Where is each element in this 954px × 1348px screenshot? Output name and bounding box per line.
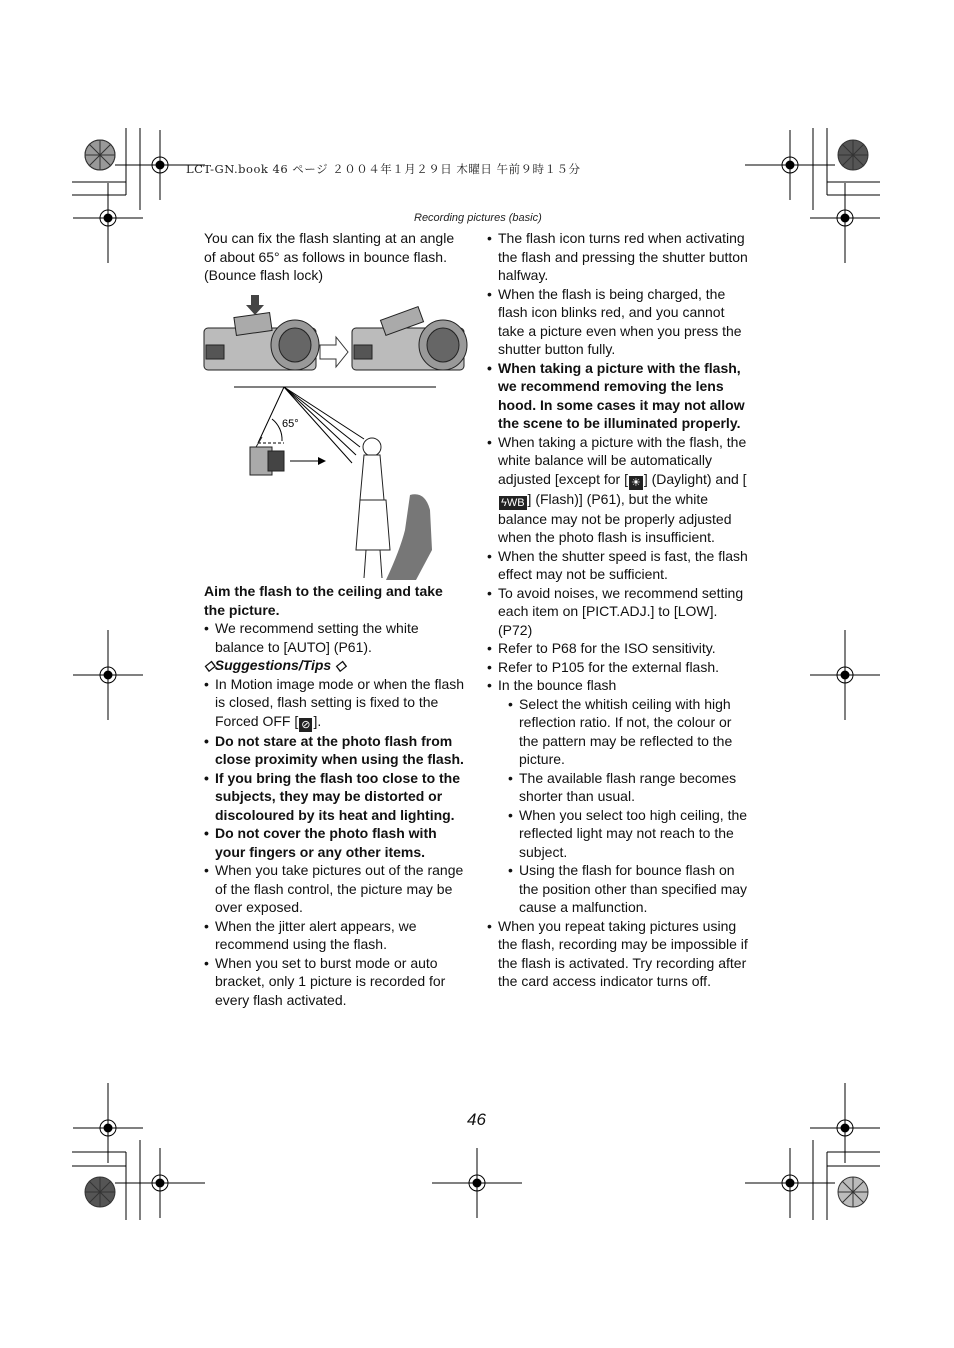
right-bullet-4 xyxy=(487,433,749,547)
diamond-icon: ◇ xyxy=(204,657,215,673)
tip-5: • When you take pictures out of the range of the flash control, the picture may be over exposed. xyxy=(204,861,466,917)
right-bullet-9: • In the bounce flash xyxy=(487,676,749,695)
tip-6: • When the jitter alert appears, we recommend using the flash. xyxy=(204,917,466,954)
tip-1-text: In Motion image mode or when the flash is closed, flash setting is fixed to the Forced OFF [ xyxy=(215,675,465,729)
right-bullet-1: • The flash icon turns red when activating the flash and pressing the shutter button halfway. xyxy=(487,229,749,285)
right-bullet-8: • Refer to P105 for the external flash. xyxy=(487,658,749,677)
intro-text: You can fix the flash slanting at an angle of about 65° as follows in bounce flash. (Bounce flash lock) xyxy=(204,230,455,283)
tips-label: Suggestions/Tips xyxy=(214,657,332,673)
right-bullet-6: • To avoid noises, we recommend setting each item on [PICT.ADJ.] to [LOW]. (P72) xyxy=(487,584,749,640)
tip-1-end: ]. xyxy=(313,712,322,729)
right-bullet-5: • When the shutter speed is fast, the flash effect may not be sufficient. xyxy=(487,547,749,584)
b4-text-1: When taking a picture with the flash, the white balance will be automatically adjusted [except for [ xyxy=(498,433,747,487)
flash-wb-icon: ϟWB xyxy=(501,496,525,509)
sub-bullet-4: • Using the flash for bounce flash on the position other than specified may cause a malfunction. xyxy=(487,861,749,917)
flash-off-icon: ⊘ xyxy=(301,718,311,731)
bounce-flash-illustration xyxy=(200,295,475,585)
tip-1 xyxy=(204,675,466,732)
tip-2: • Do not stare at the photo flash from close proximity when using the flash. xyxy=(204,732,466,769)
right-column xyxy=(487,229,749,991)
left-column-body xyxy=(204,582,466,1009)
tips-heading xyxy=(204,656,466,675)
aim-heading: Aim the flash to the ceiling and take the picture. xyxy=(204,583,443,618)
print-header: LCT-GN.book 46 ページ ２００４年１月２９日 木曜日 午前９時１５分 xyxy=(186,162,581,176)
aim-bullet: • We recommend setting the white balance to [AUTO] (P61). xyxy=(204,619,466,656)
right-bullet-10: • When you repeat taking pictures using the flash, recording may be impossible if the flash is activated. Try recording after the card access indicator turns off. xyxy=(487,917,749,991)
sub-bullet-2: • The available flash range becomes shorter than usual. xyxy=(487,769,749,806)
left-column-intro xyxy=(204,229,466,285)
tip-3: • If you bring the flash too close to the subjects, they may be distorted or discoloured by its heat and lighting. xyxy=(204,769,466,825)
right-bullet-3: • When taking a picture with the flash, we recommend removing the lens hood. In some cases it may not allow the scene to be illuminated properly. xyxy=(487,359,749,433)
sub-bullet-3: • When you select too high ceiling, the reflected light may not reach to the subject. xyxy=(487,806,749,862)
diamond-icon: ◇ xyxy=(335,657,346,673)
b4-text-3: ] (Flash)] (P61), but the white balance may not be properly adjusted when the photo flash is insufficient. xyxy=(498,490,732,545)
right-bullet-7: • Refer to P68 for the ISO sensitivity. xyxy=(487,639,749,658)
sub-bullet-1: • Select the whitish ceiling with high reflection ratio. If not, the colour or the pattern may be reflected to the picture. xyxy=(487,695,749,769)
b4-text-2: ] (Daylight) and [ xyxy=(643,470,747,487)
daylight-icon: ☀ xyxy=(630,476,641,489)
running-head: Recording pictures (basic) xyxy=(414,212,542,224)
page-number: 46 xyxy=(467,1110,486,1129)
tip-4: • Do not cover the photo flash with your fingers or any other items. xyxy=(204,824,466,861)
right-bullet-2: • When the flash is being charged, the flash icon blinks red, and you cannot take a picture even when you press the shutter button fully. xyxy=(487,285,749,359)
tip-7: • When you set to burst mode or auto bracket, only 1 picture is recorded for every flash activated. xyxy=(204,954,466,1010)
angle-label: 65° xyxy=(282,418,299,430)
